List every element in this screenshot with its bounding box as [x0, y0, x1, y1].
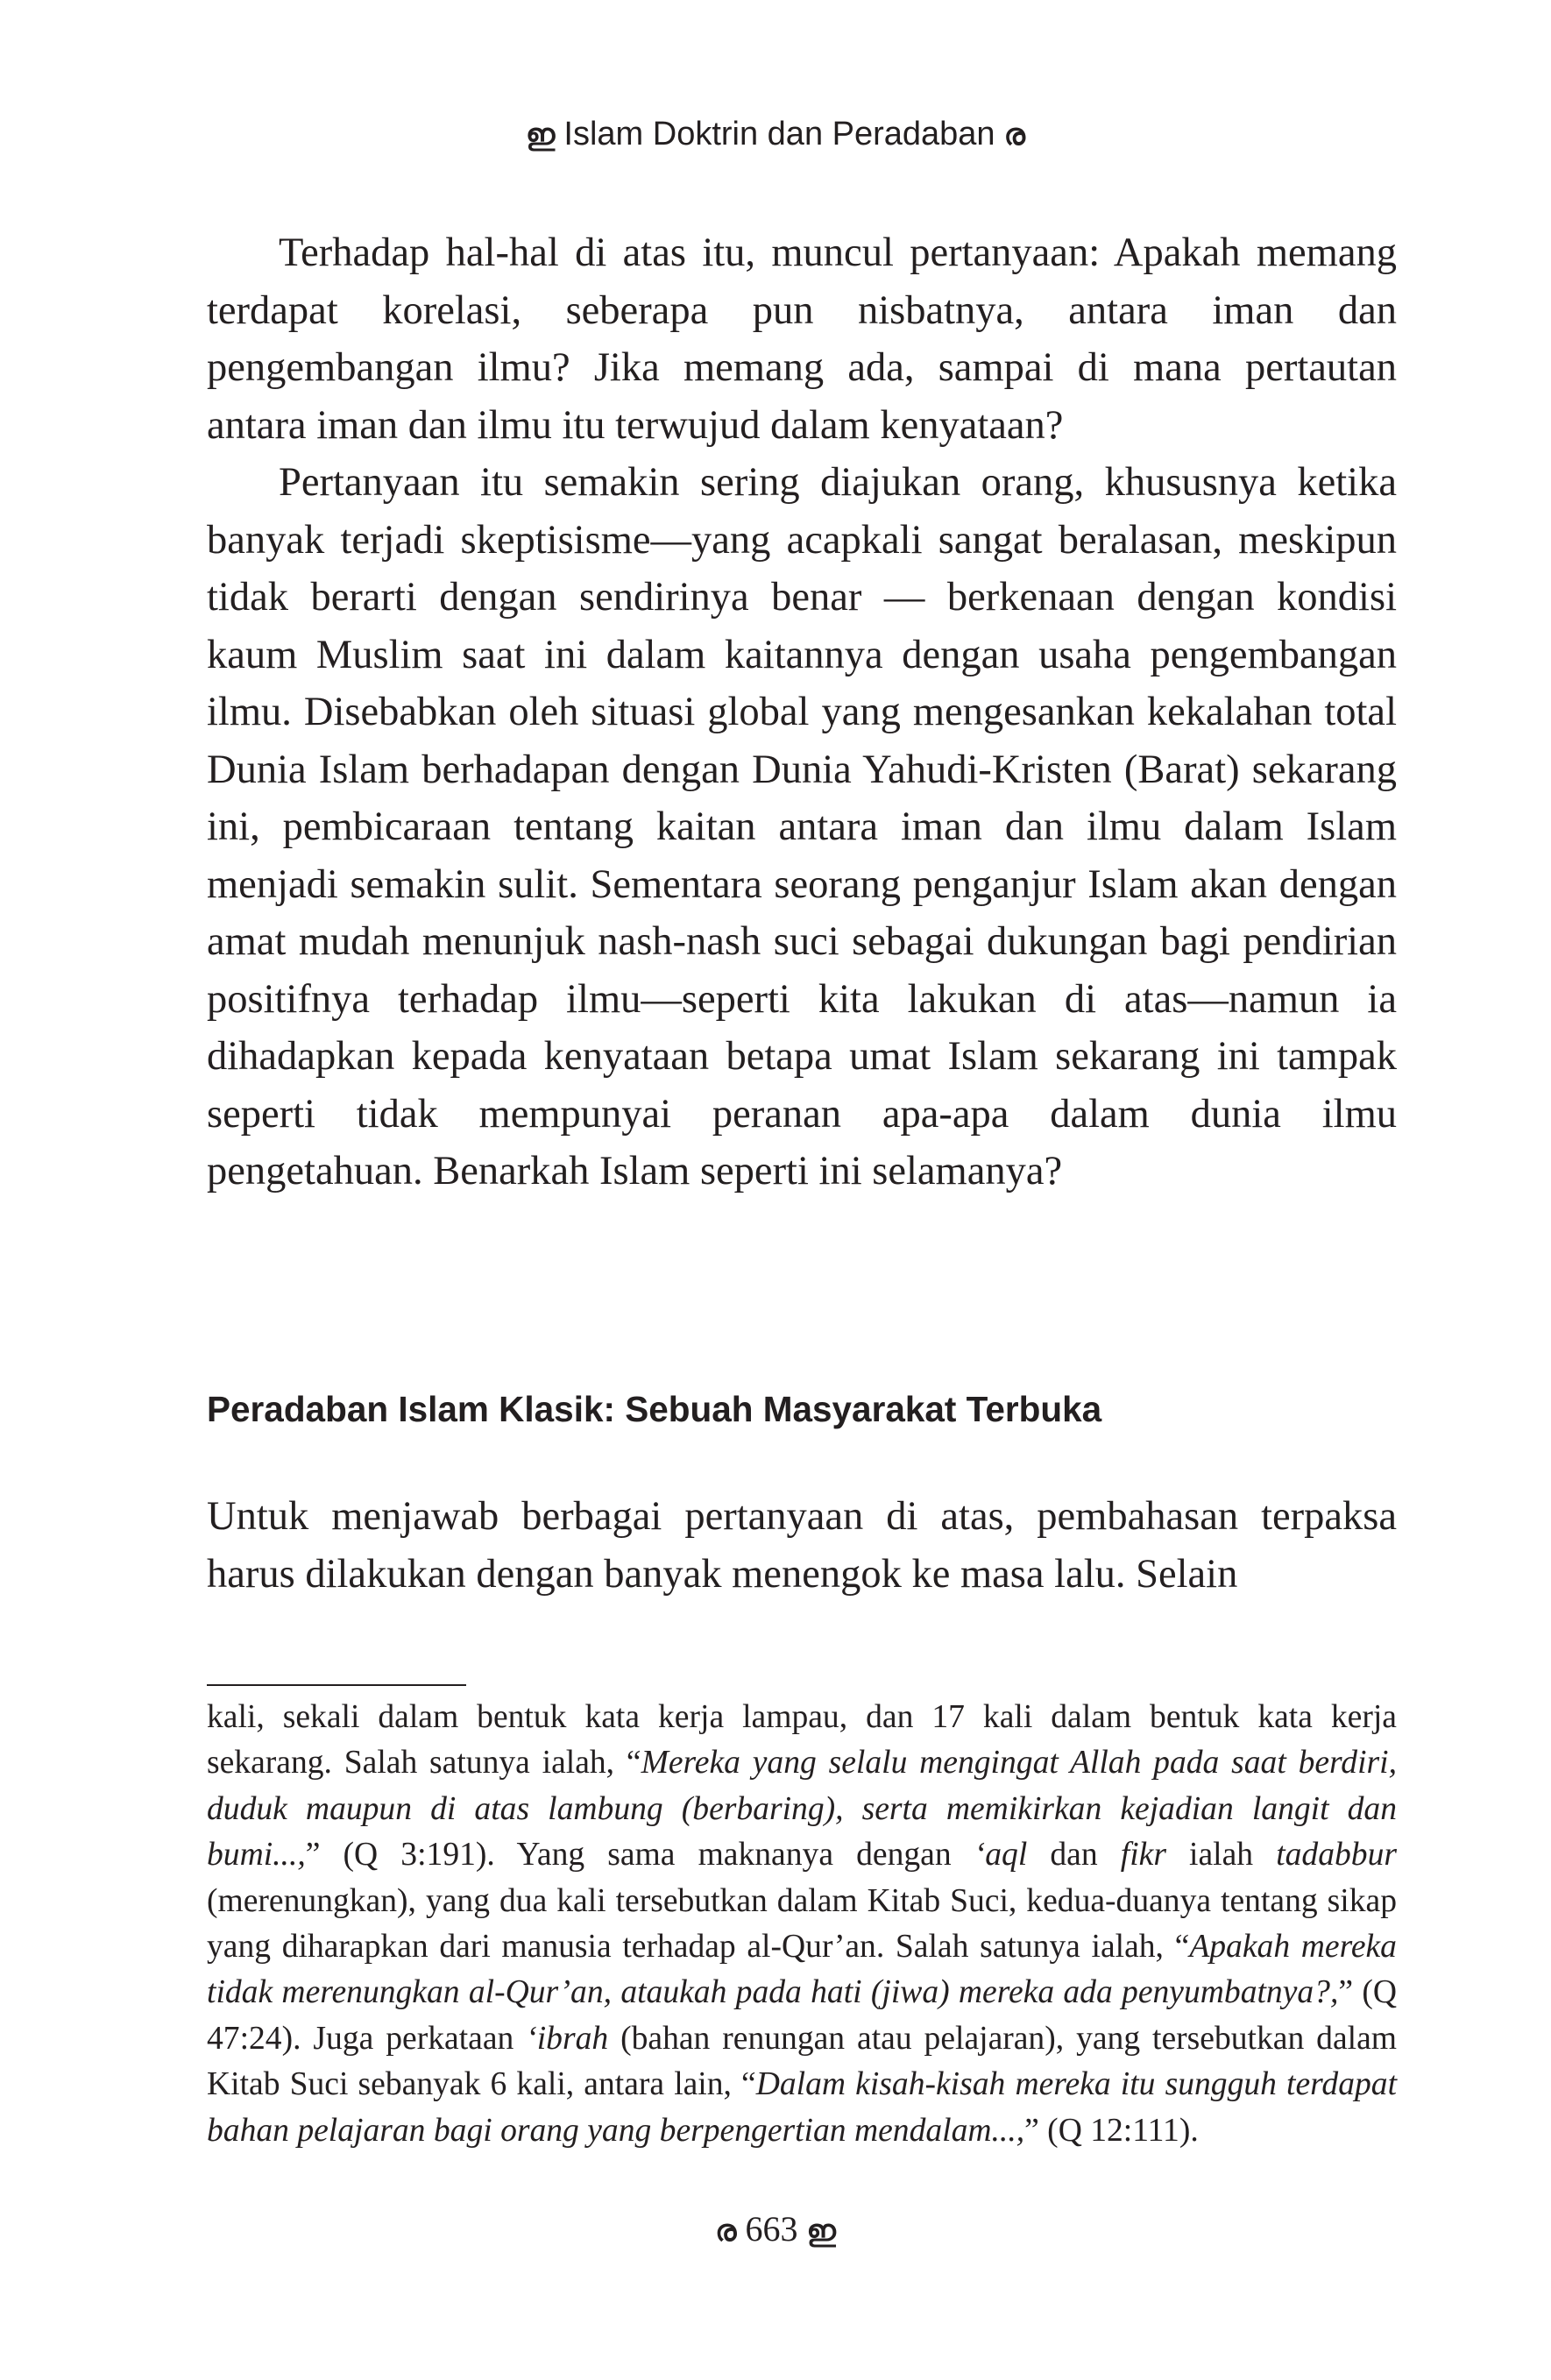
- footnote-text: ” (Q 12:111).: [1024, 2112, 1199, 2149]
- ornament-left-icon: ഇ: [526, 117, 556, 152]
- footnote-text: kali, sekali dalam bentuk kata kerja lampau, dan 17 kali dalam bentuk kata kerja sekarang. Salah satunya ialah, “: [207, 1699, 1397, 1781]
- ornament-left-icon: ര: [715, 2214, 737, 2249]
- running-header-title: Islam Doktrin dan Peradaban: [563, 116, 995, 152]
- ornament-right-icon: ഇ: [806, 2214, 836, 2249]
- footnote-rule: [207, 1684, 466, 1686]
- footnote-term-italic: fikr: [1120, 1837, 1166, 1874]
- page-number: [0, 2206, 1551, 2254]
- footnote-text: dan: [1027, 1837, 1121, 1874]
- footnote-term-italic: tadabbur: [1276, 1837, 1398, 1874]
- ornament-right-icon: ര: [1003, 117, 1025, 152]
- footnote-text: (merenungkan), yang dua kali tersebutkan dalam Kitab Suci, kedua-duanya tentang sikap yang diharapkan dari manusia terhadap al-Qur’an. Salah satunya ialah, “: [207, 1882, 1397, 1966]
- footnote-text: ialah: [1165, 1837, 1277, 1874]
- section-text-block: [207, 1488, 1397, 1603]
- section-heading: Peradaban Islam Klasik: Sebuah Masyarakat Terbuka: [207, 1389, 1102, 1429]
- paragraph-1: Terhadap hal-hal di atas itu, muncul pertanyaan: Apakah memang terdapat korelasi, seberapa pun nisbatnya, antara iman dan pengembangan ilmu? Jika memang ada, sampai di mana pertautan antara iman dan ilmu itu terwujud dalam kenyataan?: [207, 230, 1397, 448]
- footnote-quote-italic: Dalam kisah-kisah mereka itu sungguh terdapat bahan pelajaran bagi orang yang berpengertian mendalam...,: [207, 2066, 1398, 2149]
- footnote-quote-italic: Apakah mereka tidak merenungkan al-Qur’an, ataukah pada hati (jiwa) mereka ada penyumbatnya?,: [207, 1929, 1397, 2011]
- footnote-term-italic: ‘aql: [974, 1837, 1028, 1874]
- footnote: [207, 1695, 1397, 2154]
- footnote-text: ” (Q 3:191). Yang sama maknanya dengan: [305, 1837, 974, 1874]
- body-text-block: [207, 224, 1397, 1201]
- footnote-term-italic: ‘ibrah: [526, 2020, 609, 2057]
- footnote-text: (bahan renungan atau pelajaran), yang tersebutkan dalam Kitab Suci sebanyak 6 kali, antara lain, “: [207, 2020, 1398, 2103]
- page-number-value: 663: [745, 2209, 798, 2249]
- footnote-text: ” (Q 47:24). Juga perkataan: [207, 1974, 1397, 2057]
- footnote-quote-italic: Mereka yang selalu mengingat Allah pada saat berdiri, duduk maupun di atas lambung (berbaring), serta memikirkan kejadian langit dan bumi...,: [207, 1745, 1397, 1874]
- section-paragraph: Untuk menjawab berbagai pertanyaan di atas, pembahasan terpaksa harus dilakukan dengan banyak menengok ke masa lalu. Selain: [207, 1494, 1397, 1597]
- running-header: [0, 112, 1551, 157]
- paragraph-2: Pertanyaan itu semakin sering diajukan orang, khususnya ketika banyak terjadi skeptisisme—yang acapkali sangat beralasan, meskipun tidak berarti dengan sendirinya benar — berkenaan dengan kondisi kaum Muslim saat ini dalam kaitannya dengan usaha pengembangan ilmu. Disebabkan oleh situasi global yang mengesankan kekalahan total Dunia Islam berhadapan dengan Dunia Yahudi-Kristen (Barat) sekarang ini, pembicaraan tentang kaitan antara iman dan ilmu dalam Islam menjadi semakin sulit. Sementara seorang penganjur Islam akan dengan amat mudah menunjuk nash-nash suci sebagai dukungan bagi pendirian positifnya terhadap ilmu—seperti kita lakukan di atas—namun ia dihadapkan kepada kenyataan betapa umat Islam sekarang ini tampak seperti tidak mempunyai peranan apa-apa dalam dunia ilmu pengetahuan. Benarkah Islam seperti ini selamanya?: [207, 460, 1397, 1194]
